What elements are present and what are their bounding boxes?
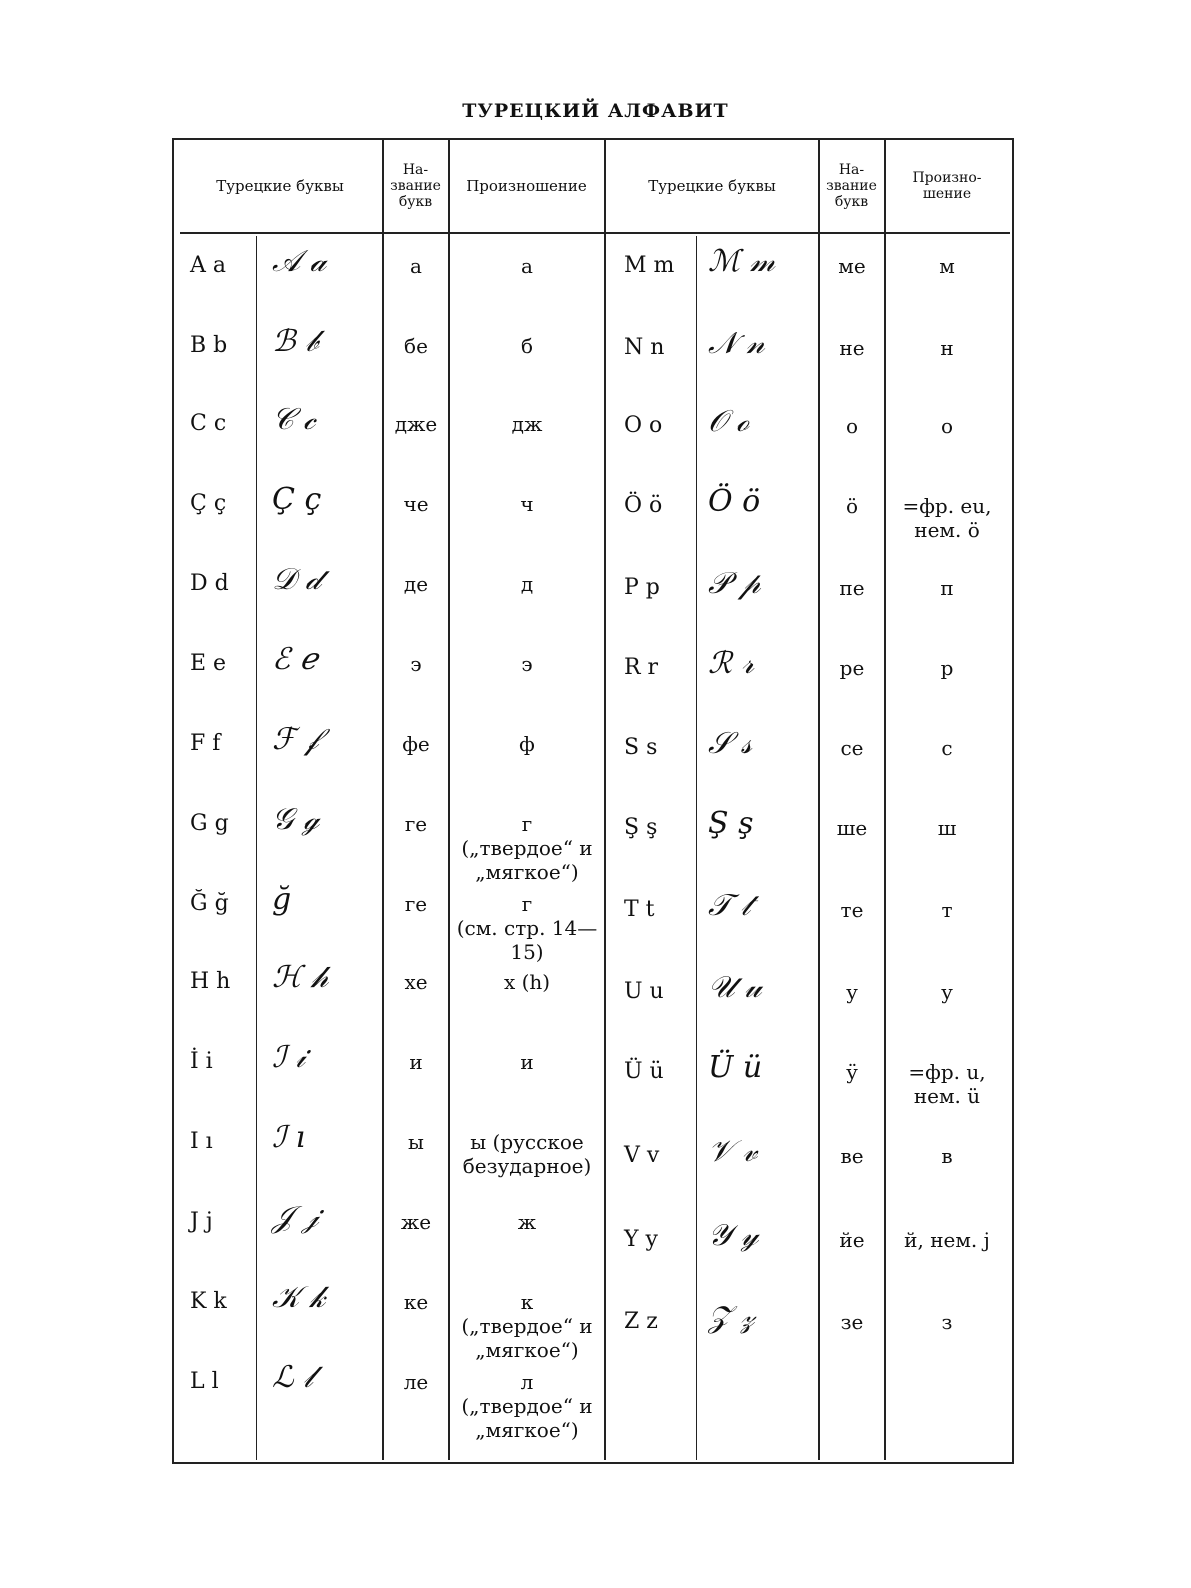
pronunciation: г (см. стр. 14— 15) bbox=[456, 892, 598, 964]
table-row bbox=[0, 888, 1191, 978]
letter-name: зе bbox=[840, 1310, 864, 1334]
pronunciation: ш bbox=[937, 816, 957, 840]
print-letter: H h bbox=[190, 969, 231, 994]
script-letter: 𝒪 ℴ bbox=[708, 404, 750, 439]
letter-name: фе bbox=[402, 732, 430, 756]
letter-name: не bbox=[839, 336, 865, 360]
script-letter: 𝒱 𝓋 bbox=[708, 1134, 758, 1169]
print-letter: J j bbox=[190, 1209, 213, 1234]
script-letter: ℱ 𝒻 bbox=[272, 722, 319, 757]
script-letter: 𝒮 𝓈 bbox=[708, 726, 752, 761]
header-divider bbox=[180, 232, 1010, 234]
letter-name: ше bbox=[836, 816, 868, 840]
page-title: ТУРЕЦКИЙ АЛФАВИТ bbox=[462, 100, 729, 122]
print-letter: V v bbox=[624, 1143, 660, 1168]
print-letter: D d bbox=[190, 571, 229, 596]
header-letters-right: Турецкие буквы bbox=[648, 176, 776, 195]
pronunciation: п bbox=[940, 576, 954, 600]
print-letter: U u bbox=[624, 979, 664, 1004]
header-name-right: На- звание букв bbox=[826, 162, 877, 210]
letter-name: у bbox=[846, 980, 858, 1004]
script-letter: 𝒞 𝒸 bbox=[272, 402, 316, 437]
pronunciation: л („твердое“ и „мягкое“) bbox=[461, 1370, 593, 1442]
print-letter: A a bbox=[190, 253, 226, 278]
letter-name: о bbox=[845, 414, 859, 438]
script-letter: 𝒰 𝓊 bbox=[708, 970, 762, 1005]
script-letter: ℛ 𝓇 bbox=[708, 646, 754, 681]
script-letter: 𝒜 𝒶 bbox=[272, 244, 327, 279]
print-letter: Ü ü bbox=[624, 1059, 664, 1084]
letter-name: и bbox=[409, 1050, 423, 1074]
script-letter: ℳ 𝓂 bbox=[708, 244, 776, 279]
letter-name: ле bbox=[403, 1370, 429, 1394]
script-letter: ℰ ℯ bbox=[272, 642, 318, 677]
pronunciation: в bbox=[941, 1144, 953, 1168]
pronunciation: м bbox=[939, 254, 955, 278]
script-letter: ğ bbox=[272, 882, 292, 917]
script-letter: 𝒵 𝓏 bbox=[708, 1300, 755, 1335]
letter-name: че bbox=[403, 492, 429, 516]
letter-name: ке bbox=[403, 1290, 429, 1314]
script-letter: ℒ 𝓁 bbox=[272, 1360, 314, 1395]
letter-name: а bbox=[410, 254, 422, 278]
letter-name: ы bbox=[408, 1130, 424, 1154]
pronunciation: ф bbox=[519, 732, 535, 756]
letter-name: ме bbox=[838, 254, 866, 278]
script-letter: Ş ş bbox=[708, 806, 754, 841]
print-letter: M m bbox=[624, 253, 675, 278]
print-letter: B b bbox=[190, 333, 228, 358]
table-row bbox=[0, 484, 1191, 574]
print-letter: P p bbox=[624, 575, 660, 600]
letter-name: йе bbox=[839, 1228, 865, 1252]
script-letter: Ü ü bbox=[708, 1050, 763, 1085]
print-letter: L l bbox=[190, 1369, 219, 1394]
script-letter: 𝒥 𝒿 bbox=[272, 1200, 319, 1235]
script-letter: 𝒟 𝒹 bbox=[272, 562, 321, 597]
letter-name: те bbox=[840, 898, 864, 922]
pronunciation: з bbox=[941, 1310, 953, 1334]
print-letter: Y y bbox=[624, 1227, 658, 1252]
print-letter: İ i bbox=[190, 1049, 213, 1074]
print-letter: Z z bbox=[624, 1309, 658, 1334]
print-letter: K k bbox=[190, 1289, 227, 1314]
print-letter: T t bbox=[624, 897, 655, 922]
print-letter: F f bbox=[190, 731, 221, 756]
script-letter: 𝒩 𝓃 bbox=[708, 326, 765, 361]
table-row bbox=[0, 646, 1191, 736]
print-letter: C c bbox=[190, 411, 227, 436]
pronunciation: т bbox=[941, 898, 953, 922]
script-letter: 𝒢 ℊ bbox=[272, 802, 320, 837]
pronunciation: =фр. u, нем. ü bbox=[908, 1060, 986, 1108]
print-letter: N n bbox=[624, 335, 665, 360]
script-letter: 𝒴 𝓎 bbox=[708, 1218, 759, 1253]
table-row bbox=[0, 326, 1191, 416]
letter-name: ре bbox=[839, 656, 865, 680]
pronunciation: и bbox=[520, 1050, 534, 1074]
pronunciation: ж bbox=[517, 1210, 537, 1234]
print-letter: O o bbox=[624, 413, 663, 438]
pronunciation: ы (русское безударное) bbox=[462, 1130, 592, 1178]
print-letter: Ş ş bbox=[624, 815, 658, 840]
print-letter: Ç ç bbox=[190, 491, 227, 516]
header-pronunciation-left: Произношение bbox=[466, 176, 587, 195]
pronunciation: к („твердое“ и „мягкое“) bbox=[461, 1290, 593, 1362]
header-name-left: На- звание букв bbox=[390, 162, 441, 210]
letter-name: пе bbox=[839, 576, 865, 600]
print-letter: I ı bbox=[190, 1129, 213, 1154]
pronunciation: р bbox=[940, 656, 954, 680]
letter-name: э bbox=[410, 652, 422, 676]
script-letter: 𝒦 𝓀 bbox=[272, 1280, 326, 1315]
table-row bbox=[0, 806, 1191, 896]
letter-name: ге bbox=[404, 812, 428, 836]
letter-name: ӱ bbox=[846, 1060, 858, 1084]
pronunciation: с bbox=[941, 736, 953, 760]
header-pronunciation-right: Произно- шение bbox=[912, 170, 982, 202]
script-letter: Ç ç bbox=[272, 482, 322, 517]
letter-name: бе bbox=[404, 334, 428, 358]
print-letter: R r bbox=[624, 655, 659, 680]
print-letter: E e bbox=[190, 651, 227, 676]
header-letters-left: Турецкие буквы bbox=[216, 176, 344, 195]
pronunciation: у bbox=[941, 980, 953, 1004]
script-letter: ℐ 𝒾 bbox=[272, 1040, 306, 1075]
table-row bbox=[0, 404, 1191, 494]
pronunciation: =фр. eu, нем. ö bbox=[902, 494, 992, 542]
pronunciation: ч bbox=[520, 492, 534, 516]
letter-name: хе bbox=[404, 970, 428, 994]
table-row bbox=[0, 244, 1191, 334]
letter-name: де bbox=[403, 572, 429, 596]
print-letter: Ğ ğ bbox=[190, 891, 229, 916]
letter-name: се bbox=[840, 736, 864, 760]
script-letter: 𝒯 𝓉 bbox=[708, 888, 751, 923]
pronunciation: н bbox=[940, 336, 954, 360]
pronunciation: г („твердое“ и „мягкое“) bbox=[461, 812, 593, 884]
script-letter: ℬ 𝒷 bbox=[272, 324, 318, 359]
pronunciation: о bbox=[940, 414, 954, 438]
letter-name: дже bbox=[394, 412, 438, 436]
print-letter: G g bbox=[190, 811, 229, 836]
script-letter: 𝒫 𝓅 bbox=[708, 566, 761, 601]
letter-name: же bbox=[400, 1210, 432, 1234]
table-row bbox=[0, 726, 1191, 816]
pronunciation: б bbox=[520, 334, 534, 358]
script-letter: ℐ ı bbox=[272, 1120, 306, 1155]
script-letter: ℋ 𝒽 bbox=[272, 960, 329, 995]
letter-name: ге bbox=[404, 892, 428, 916]
letter-name: ве bbox=[840, 1144, 864, 1168]
pronunciation: й, нем. j bbox=[904, 1228, 990, 1252]
pronunciation: э bbox=[521, 652, 533, 676]
pronunciation: а bbox=[521, 254, 533, 278]
print-letter: Ö ö bbox=[624, 493, 663, 518]
table-row bbox=[0, 566, 1191, 656]
print-letter: S s bbox=[624, 735, 658, 760]
pronunciation: х (h) bbox=[503, 970, 551, 994]
pronunciation: д bbox=[520, 572, 534, 596]
pronunciation: дж bbox=[511, 412, 543, 436]
script-letter: Ö ö bbox=[708, 484, 761, 519]
letter-name: ö bbox=[845, 494, 859, 518]
